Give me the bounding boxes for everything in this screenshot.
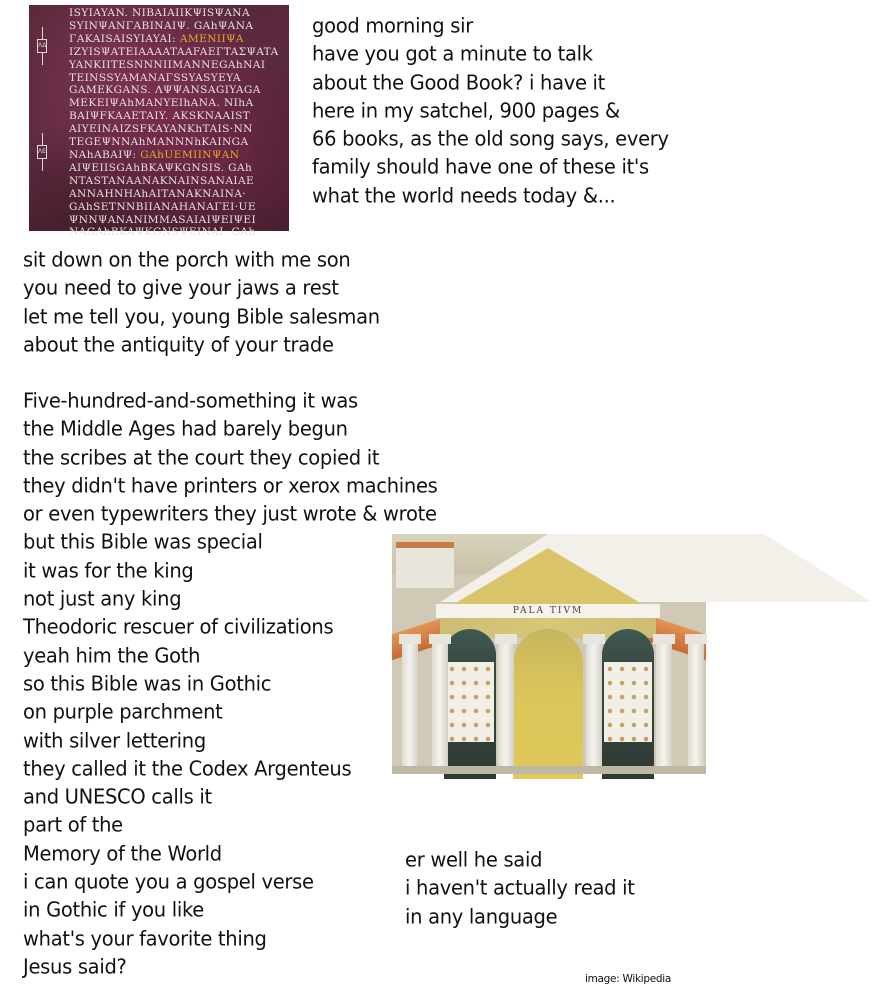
- poem-line: Five-hundred-and-something it was: [23, 388, 358, 413]
- poem-line: with silver lettering: [23, 727, 206, 753]
- poem-line: i can quote you a gospel verse: [23, 869, 314, 894]
- curtain: [446, 662, 494, 742]
- codex-line: BAIΨFKAAETAIY. AKSKNAAIST: [69, 110, 251, 123]
- codex-line: NAhABAIΨ: GAhUEMIINΨAN: [69, 148, 240, 161]
- codex-line: ΨNNΨANANIMMASAIAIΨEIΨEI: [69, 213, 257, 226]
- poem-line: or even typewriters they just wrote & wrote: [23, 501, 437, 526]
- gold-word: GAhUEMIINΨAN: [140, 148, 240, 161]
- poem-line: family should have one of these it's: [312, 154, 649, 180]
- arch-center: [513, 629, 583, 779]
- curtain: [604, 662, 652, 742]
- codex-argenteus-image: [29, 5, 289, 239]
- poem-line: sit down on the porch with me son: [23, 247, 351, 272]
- codex-line: MEKEIΨAhMANYEIhANA. NIhA: [69, 97, 254, 110]
- column: [432, 634, 448, 774]
- poem-line: the scribes at the court they copied it: [23, 444, 380, 470]
- codex-text: [69, 7, 289, 239]
- poem-line: on purple parchment: [23, 699, 223, 724]
- stanza-reply: [405, 846, 635, 931]
- poem-line: part of the: [23, 812, 123, 838]
- poem-line: have you got a minute to talk: [312, 41, 593, 66]
- poem-line: you need to give your jaws a rest: [23, 275, 339, 300]
- image-credit-caption: image: Wikipedia: [585, 973, 671, 985]
- codex-line: SYINΨANΓABINAIΨ. GAhΨANA: [69, 19, 254, 32]
- codex-line: GAMEKGANS. ΛΨΨANSAGIYAGA: [69, 84, 261, 97]
- poem-line: so this Bible was in Gothic: [23, 671, 272, 696]
- poem-line: it was for the king: [23, 558, 194, 583]
- poem-line: er well he said: [405, 847, 543, 872]
- stanza-porch: [23, 246, 380, 359]
- codex-line: TEGEΨNNAhMANNNhKAINGA: [69, 136, 249, 149]
- poem-line: about the antiquity of your trade: [23, 332, 334, 357]
- codex-line: ISYIAYAN. NIBAIAIIKΨISΨANA: [69, 7, 250, 19]
- gold-word: AMENIIΨA: [179, 32, 244, 45]
- column: [656, 634, 672, 774]
- codex-line: AIYEINAIZSFKAYANKhTAIS·NN: [69, 123, 253, 136]
- poem-line: Jesus said?: [23, 954, 127, 979]
- column: [688, 634, 704, 774]
- codex-line: ANNAHNHAhAITANAKNAINA·: [69, 187, 247, 200]
- poem-line: yeah him the Goth: [23, 642, 201, 668]
- stanza-salesman-pitch: [312, 12, 669, 210]
- poem-line: in Gothic if you like: [23, 897, 204, 922]
- poem-line: what's your favorite thing: [23, 925, 267, 951]
- poem-line: in any language: [405, 903, 558, 929]
- poem-line: about the Good Book? i have it: [312, 69, 606, 95]
- codex-line: IZYISΨATEIAAAATAAFAEΓTAΣΨATA: [69, 45, 279, 58]
- poem-line: what the world needs today &...: [312, 183, 616, 208]
- poem-line: 66 books, as the old song says, every: [312, 126, 669, 151]
- margin-ornament-icon: ΛΔ: [37, 27, 47, 77]
- column: [586, 634, 602, 774]
- margin-ornament-icon: ΛΕ: [37, 133, 47, 183]
- poem-line: but this Bible was special: [23, 529, 263, 555]
- codex-line: NTASTANAANAKNAINSANAIAE: [69, 174, 255, 187]
- poem-line: the Middle Ages had barely begun: [23, 416, 348, 441]
- poem-line: Theodoric rescuer of civilizations: [23, 614, 334, 640]
- codex-line: NAGAhBKAΨKGNSΨEINAI· GAh: [69, 226, 256, 239]
- poem-line: they called it the Codex Argenteus: [23, 756, 352, 781]
- palatium-inscription: PALA TIVM: [436, 604, 660, 618]
- poem-line: not just any king: [23, 586, 182, 611]
- palace-mosaic-image: [392, 534, 706, 774]
- poem-line: good morning sir: [312, 13, 473, 38]
- codex-line: YANKIIТESNNNIIMANNEGAhNAI: [69, 58, 266, 71]
- codex-line: TEINSSYAMANAΓSSYASYEYA: [69, 71, 241, 84]
- column: [498, 634, 514, 774]
- column: [402, 634, 418, 774]
- poem-line: here in my satchel, 900 pages &: [312, 98, 620, 123]
- poem-line: Memory of the World: [23, 841, 222, 866]
- codex-line: ΓAKAISAISYIAYAI: AMENIIΨA: [69, 32, 244, 45]
- stanza-codex-history: [23, 387, 438, 981]
- poem-line: let me tell you, young Bible salesman: [23, 303, 380, 329]
- codex-line: GAhSETNNBIIANAHANAΓEI·UE: [69, 200, 256, 213]
- poem-line: they didn't have printers or xerox machines: [23, 473, 438, 498]
- poem-line: and UNESCO calls it: [23, 784, 212, 809]
- poem-line: i haven't actually read it: [405, 875, 635, 900]
- codex-line: AIΨEIISGAhBKAΨKGNSIS. GAh: [69, 161, 253, 174]
